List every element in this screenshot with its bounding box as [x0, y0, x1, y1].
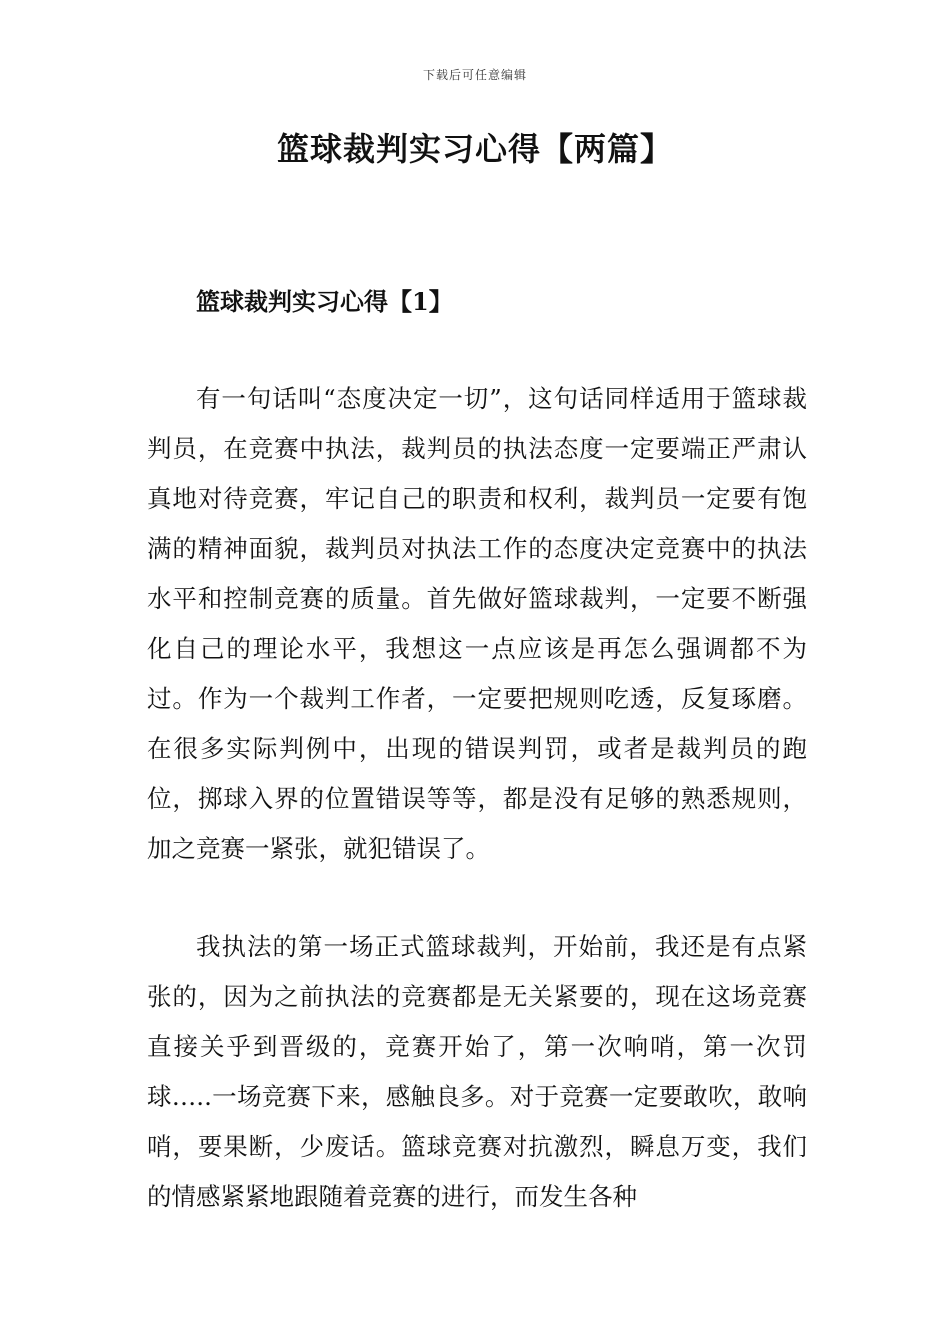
paragraph: 我执法的第一场正式篮球裁判，开始前，我还是有点紧张的，因为之前执法的竞赛都是无关紧要的，现在这场竞赛直接关乎到晋级的，竞赛开始了，第一次响哨，第一次罚球…..一场竞赛下来，感触良多。对于竞赛一定要敢吹，敢响哨，要果断，少废话。篮球竞赛对抗激烈，瞬息万变，我们的情感紧紧地跟随着竞赛的进行，而发生各种 — [147, 932, 807, 1211]
section-heading: 篮球裁判实习心得【1】 — [196, 287, 453, 316]
header-note: 下载后可任意编辑 — [422, 68, 527, 82]
document-title: 篮球裁判实习心得【两篇】 — [276, 130, 673, 168]
paragraph: 有一句话叫“态度决定一切”，这句话同样适用于篮球裁判员，在竞赛中执法，裁判员的执法态度一定要端正严肃认真地对待竞赛，牢记自己的职责和权利，裁判员一定要有饱满的精神面貌，裁判员对执法工作的态度决定竞赛中的执法水平和控制竞赛的质量。首先做好篮球裁判，一定要不断强化自己的理论水平，我想这一点应该是再怎么强调都不为过。作为一个裁判工作者，一定要把规则吃透，反复琢磨。在很多实际判例中，出现的错误判罚，或者是裁判员的跑位，掷球入界的位置错误等等，都是没有足够的熟悉规则，加之竞赛一紧张，就犯错误了。 — [147, 384, 807, 863]
